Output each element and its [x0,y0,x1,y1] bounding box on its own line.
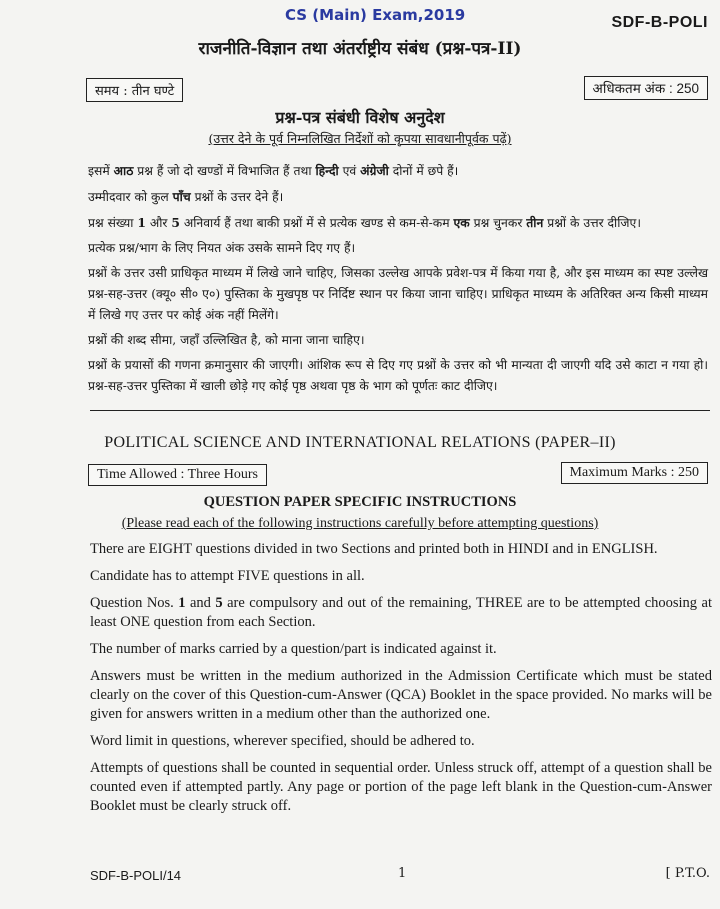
english-instructions-heading: QUESTION PAPER SPECIFIC INSTRUCTIONS [203,494,517,510]
hindi-para-3: प्रश्न संख्या 1 और 5 अनिवार्य हैं तथा बाकी प्रश्नों में से प्रत्येक खण्ड से कम-से-कम एक प्रश्न चुनकर तीन प्रश्नों के उत्तर दीजिए। [88,215,642,230]
pto-label: [ P.T.O. [665,866,710,881]
english-para-2: Candidate has to attempt FIVE questions in all. [90,568,365,584]
page-number: 1 [398,866,407,881]
hindi-instructions-heading: प्रश्न-पत्र संबंधी विशेष अनुदेश [275,108,445,127]
english-instructions-subheading: (Please read each of the following instructions carefully before attempting questions) [121,516,599,531]
english-para-7: Attempts of questions shall be counted in sequential order. Unless struck off, attempt of a question shall be counted even if attempted partly. Any page or portion of the page left blank in the Question-cum-Answer Booklet must be clearly struck off. [90,760,712,814]
hindi-para-5: प्रश्नों के उत्तर उसी प्राधिकृत माध्यम में लिखे जाने चाहिए, जिसका उल्लेख आपके प्रवेश-पत्र में किया गया है, और इस माध्यम का स्पष्ट उल्लेख प्रश्न-सह-उत्तर (क्यू० सी० ए०) पुस्तिका के मुखपृष्ठ पर निर्दिष्ट स्थान पर किया जाना चाहिए। प्राधिकृत माध्यम के अतिरिक्त अन्य किसी माध्यम में लिखे गए उत्तर पर कोई अंक नहीं मिलेंगे। [88,266,708,322]
english-title: POLITICAL SCIENCE AND INTERNATIONAL RELATIONS (PAPER–II) [104,434,616,451]
english-para-1: There are EIGHT questions divided in two Sections and printed both in HINDI and in ENGLISH. [90,541,658,557]
hindi-para-7: प्रश्नों के प्रयासों की गणना क्रमानुसार की जाएगी। आंशिक रूप से दिए गए प्रश्नों के उत्तर को भी मान्यता दी जाएगी यदि उसे काटा न गया हो। प्रश्न-सह-उत्तर पुस्तिका में खाली छोड़े गए कोई पृष्ठ अथवा पृष्ठ के भाग को पूर्णतः काट दीजिए। [88,358,708,393]
hindi-marks-box: अधिकतम अंक : 250 [584,76,708,100]
hindi-para-2: उम्मीदवार को कुल पाँच प्रश्नों के उत्तर देने हैं। [88,189,284,204]
section-divider [90,410,710,411]
english-para-3: Question Nos. 1 and 5 are compulsory and out of the remaining, THREE are to be attempted choosing at least ONE question from each Section. [90,595,712,630]
footer-paper-code: SDF-B-POLI/14 [90,868,182,883]
hindi-para-4: प्रत्येक प्रश्न/भाग के लिए नियत अंक उसके सामने दिए गए हैं। [88,241,356,255]
paper-code: SDF-B-POLI [611,14,708,31]
hindi-para-1: इसमें आठ प्रश्न हैं जो दो खण्डों में विभाजित हैं तथा हिन्दी एवं अंग्रेजी दोनों में छपे हैं। [88,163,459,178]
hindi-instructions-subheading: (उत्तर देने के पूर्व निम्नलिखित निर्देशों को कृपया सावधानीपूर्वक पढ़ें) [208,131,512,146]
english-para-5: Answers must be written in the medium authorized in the Admission Certificate which must be stated clearly on the cover of this Question-cum-Answer (QCA) Booklet in the space provided. No marks will be given for answers written in a medium other than the authorized one. [90,668,712,722]
hindi-instructions [88,160,708,401]
english-para-4: The number of marks carried by a question/part is indicated against it. [90,641,497,657]
hindi-time-box: समय : तीन घण्टे [86,78,183,102]
english-time-box: Time Allowed : Three Hours [88,464,267,486]
hindi-para-6: प्रश्नों की शब्द सीमा, जहाँ उल्लिखित है, को माना जाना चाहिए। [88,333,365,347]
exam-stamp: CS (Main) Exam,2019 [285,6,466,24]
english-marks-box: Maximum Marks : 250 [561,462,709,484]
english-instructions [90,540,712,824]
english-para-6: Word limit in questions, wherever specified, should be adhered to. [90,733,475,749]
hindi-title: राजनीति-विज्ञान तथा अंतर्राष्ट्रीय संबंध (प्रश्न-पत्र-II) [198,39,522,59]
